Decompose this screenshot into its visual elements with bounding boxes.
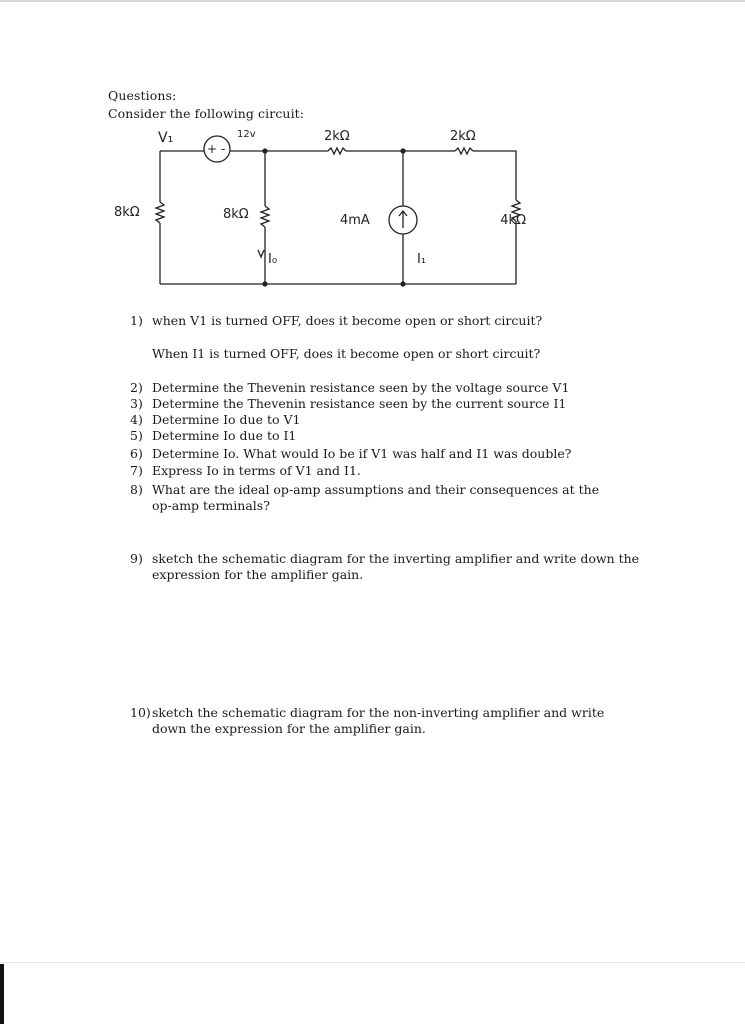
scan-border-middle bbox=[0, 962, 745, 963]
question-text: Determine Io. What would Io be if V1 was half and I1 was double? bbox=[152, 446, 572, 461]
node-dot bbox=[262, 281, 267, 286]
v1-label: V₁ bbox=[158, 130, 174, 146]
question-text: What are the ideal op-amp assumptions and their consequences at the op-amp terminals? bbox=[152, 482, 600, 513]
io-arrow bbox=[258, 250, 264, 257]
question-text: When I1 is turned OFF, does it become open or short circuit? bbox=[152, 346, 541, 361]
resistor-top-1-label: 2kΩ bbox=[324, 129, 350, 144]
current-source-value-label: 4mA bbox=[340, 213, 370, 228]
question-text: Determine the Thevenin resistance seen by the voltage source V1 bbox=[152, 380, 570, 395]
resistor-left-label: 8kΩ bbox=[114, 205, 140, 220]
source-value-label: 12v bbox=[237, 129, 256, 140]
wire-top-end bbox=[473, 151, 516, 200]
question-number: 10) bbox=[130, 705, 151, 720]
node-dot bbox=[400, 148, 405, 153]
circuit-diagram bbox=[100, 120, 530, 300]
question-number: 6) bbox=[130, 446, 143, 461]
resistor-right-label: 4kΩ bbox=[500, 213, 526, 228]
question-text: sketch the schematic diagram for the non-inverting amplifier and write down the expression for the amplifier gain. bbox=[152, 705, 605, 736]
resistor-top-2-zigzag bbox=[455, 148, 473, 154]
resistor-left-zigzag bbox=[156, 202, 164, 223]
node-dot bbox=[400, 281, 405, 286]
node-dot bbox=[262, 148, 267, 153]
resistor-mid-label: 8kΩ bbox=[223, 207, 249, 222]
question-text: sketch the schematic diagram for the inverting amplifier and write down the expression for the amplifier gain. bbox=[152, 551, 640, 582]
source-minus-sign: - bbox=[221, 142, 226, 156]
question-number: 9) bbox=[130, 551, 143, 566]
question-text: Determine Io due to V1 bbox=[152, 412, 301, 427]
question-number: 1) bbox=[130, 313, 143, 328]
scan-border-top bbox=[0, 0, 745, 2]
page-title: Questions: bbox=[108, 88, 177, 103]
question-number: 4) bbox=[130, 412, 143, 427]
question-1-followup bbox=[152, 346, 652, 362]
question-text: Express Io in terms of V1 and I1. bbox=[152, 463, 361, 478]
i1-label: I₁ bbox=[417, 252, 427, 267]
resistor-mid-zigzag bbox=[261, 206, 269, 227]
question-text: Determine the Thevenin resistance seen by the current source I1 bbox=[152, 396, 567, 411]
question-number: 8) bbox=[130, 482, 143, 497]
question-number: 2) bbox=[130, 380, 143, 395]
question-number: 7) bbox=[130, 463, 143, 478]
question-number: 5) bbox=[130, 428, 143, 443]
question-text: when V1 is turned OFF, does it become open or short circuit? bbox=[152, 313, 543, 328]
intro-text: Consider the following circuit: bbox=[108, 106, 305, 121]
question-number: 3) bbox=[130, 396, 143, 411]
scan-edge-mark bbox=[0, 964, 4, 1024]
current-source-arrow bbox=[399, 211, 407, 228]
resistor-top-1-zigzag bbox=[328, 148, 346, 154]
resistor-top-2-label: 2kΩ bbox=[450, 129, 476, 144]
io-label: I₀ bbox=[268, 252, 278, 267]
source-plus-sign: + bbox=[207, 142, 218, 156]
question-text: Determine Io due to I1 bbox=[152, 428, 297, 443]
